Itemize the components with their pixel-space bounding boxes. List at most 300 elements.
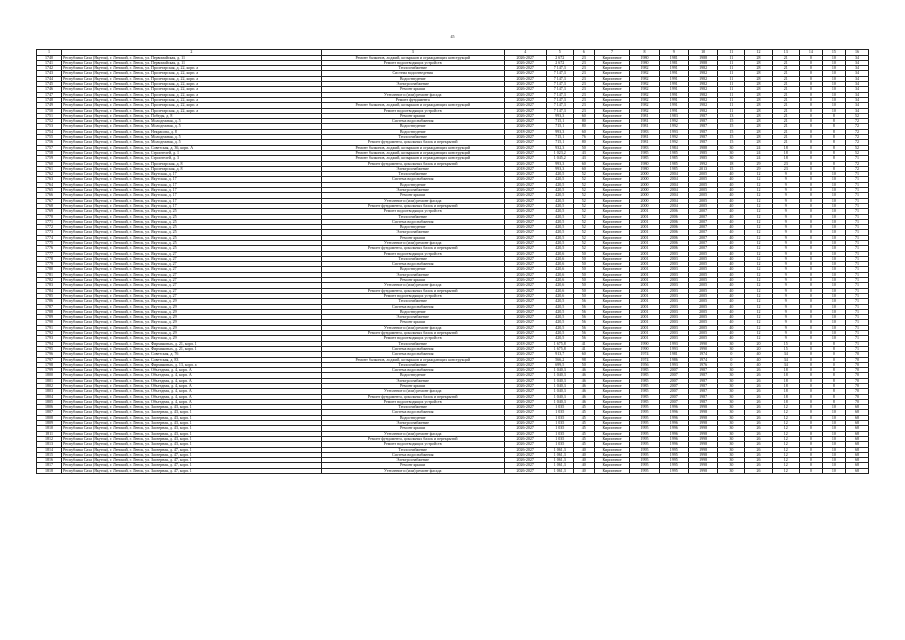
- cell-col-13: 9: [772, 188, 799, 193]
- cell-col-14: 0: [799, 394, 822, 399]
- cell-area: 1 035: [546, 410, 573, 415]
- cell-col-15: 10: [822, 410, 845, 415]
- cell-wall-material: Кирпичное: [594, 410, 630, 415]
- cell-period: 2026-2027: [504, 172, 546, 177]
- cell-period: 2026-2027: [504, 431, 546, 436]
- cell-area: 420,5: [546, 193, 573, 198]
- cell-col-11: 40: [718, 251, 745, 256]
- cell-wall-material: Кирпичное: [594, 66, 630, 71]
- cell-year-built: 1985: [630, 368, 659, 373]
- cell-col-15: 10: [822, 182, 845, 187]
- cell-period: 2026-2027: [504, 198, 546, 203]
- cell-year-overhaul: 2006: [659, 225, 688, 230]
- cell-col-12: 12: [745, 299, 772, 304]
- cell-year-commissioned: 2005: [688, 203, 717, 208]
- cell-col-16: 71: [845, 235, 868, 240]
- cell-col-13: 12: [772, 405, 799, 410]
- cell-row-number: 1761: [37, 166, 62, 171]
- cell-col-12: 26: [745, 447, 772, 452]
- cell-area: 420,5: [546, 309, 573, 314]
- cell-year-commissioned: 1982: [688, 92, 717, 97]
- cell-row-number: 1791: [37, 325, 62, 330]
- cell-wear: 52: [573, 225, 594, 230]
- cell-year-overhaul: 2003: [659, 278, 688, 283]
- cell-col-12: 26: [745, 368, 772, 373]
- cell-year-commissioned: 1987: [688, 119, 717, 124]
- cell-year-built: 2001: [630, 214, 659, 219]
- cell-col-14: 0: [799, 421, 822, 426]
- cell-period: 2026-2027: [504, 156, 546, 161]
- cell-col-11: 40: [718, 198, 745, 203]
- cell-area: 715,1: [546, 140, 573, 145]
- cell-col-12: 26: [745, 384, 772, 389]
- cell-col-13: 12: [772, 463, 799, 468]
- cell-year-commissioned: 1987: [688, 399, 717, 404]
- cell-work-type: Теплоснабжение: [321, 135, 504, 140]
- cell-row-number: 1752: [37, 119, 62, 124]
- cell-year-overhaul: 1992: [659, 135, 688, 140]
- cell-col-16: 70: [845, 373, 868, 378]
- cell-wall-material: Кирпичное: [594, 431, 630, 436]
- cell-year-commissioned: 1987: [688, 394, 717, 399]
- cell-wall-material: Кирпичное: [594, 426, 630, 431]
- cell-row-number: 1816: [37, 458, 62, 463]
- cell-address: Республика Саха (Якутия), г. Ленский, г. Ленск, ул. Объездная, д. 4, корп. А: [62, 389, 322, 394]
- cell-col-15: 8: [822, 346, 845, 351]
- cell-area: 993,3: [546, 113, 573, 118]
- cell-col-12: 26: [745, 468, 772, 473]
- cell-col-16: 70: [845, 378, 868, 383]
- cell-col-15: 8: [822, 394, 845, 399]
- cell-area: 420,5: [546, 177, 573, 182]
- cell-period: 2026-2027: [504, 447, 546, 452]
- cell-col-11: 11: [718, 55, 745, 60]
- cell-period: 2026-2027: [504, 436, 546, 441]
- cell-work-type: Система водоснабжения: [321, 177, 504, 182]
- cell-wear: 46: [573, 368, 594, 373]
- cell-period: 2026-2027: [504, 283, 546, 288]
- cell-wear: 52: [573, 177, 594, 182]
- cell-wear: 45: [573, 426, 594, 431]
- cell-row-number: 1766: [37, 193, 62, 198]
- cell-work-type: Утепление и (или) ремонт фасада: [321, 283, 504, 288]
- cell-col-11: 30: [718, 156, 745, 161]
- cell-col-11: 13: [718, 113, 745, 118]
- cell-wall-material: Кирпичное: [594, 415, 630, 420]
- cell-year-built: 1980: [630, 166, 659, 171]
- cell-year-commissioned: 1982: [688, 97, 717, 102]
- cell-period: 2026-2027: [504, 336, 546, 341]
- cell-col-15: 10: [822, 219, 845, 224]
- cell-col-15: 10: [822, 421, 845, 426]
- cell-col-11: 40: [718, 225, 745, 230]
- cell-wall-material: Кирпичное: [594, 256, 630, 261]
- cell-col-12: 26: [745, 458, 772, 463]
- cell-work-type: Теплоснабжение: [321, 341, 504, 346]
- cell-year-overhaul: 1986: [659, 357, 688, 362]
- cell-col-16: 71: [845, 315, 868, 320]
- cell-col-14: 0: [799, 240, 822, 245]
- cell-wall-material: Кирпичное: [594, 436, 630, 441]
- cell-address: Республика Саха (Якутия), г. Ленский, г. Ленск, ул. Якутская, д. 27: [62, 293, 322, 298]
- cell-col-11: 40: [718, 272, 745, 277]
- cell-work-type: Теплоснабжение: [321, 299, 504, 304]
- cell-row-number: 1769: [37, 209, 62, 214]
- cell-year-built: 1995: [630, 410, 659, 415]
- cell-col-11: 30: [718, 399, 745, 404]
- cell-year-built: 2001: [630, 246, 659, 251]
- cell-wall-material: Кирпичное: [594, 129, 630, 134]
- cell-year-commissioned: 1987: [688, 384, 717, 389]
- cell-col-11: 40: [718, 235, 745, 240]
- cell-work-type: Система водоснабжения: [321, 304, 504, 309]
- cell-year-commissioned: 1976: [688, 362, 717, 367]
- cell-wear: 46: [573, 378, 594, 383]
- cell-wall-material: Кирпичное: [594, 262, 630, 267]
- cell-year-commissioned: 2005: [688, 278, 717, 283]
- cell-col-15: 10: [822, 87, 845, 92]
- cell-wall-material: Кирпичное: [594, 156, 630, 161]
- cell-col-15: 10: [822, 235, 845, 240]
- cell-year-overhaul: 2003: [659, 293, 688, 298]
- cell-period: 2026-2027: [504, 304, 546, 309]
- cell-row-number: 1784: [37, 288, 62, 293]
- cell-work-type: Теплоснабжение: [321, 172, 504, 177]
- cell-col-12: 12: [745, 256, 772, 261]
- cell-year-commissioned: 2005: [688, 331, 717, 336]
- cell-wear: 56: [573, 331, 594, 336]
- cell-col-12: 26: [745, 436, 772, 441]
- cell-wall-material: Кирпичное: [594, 92, 630, 97]
- cell-wear: 43: [573, 156, 594, 161]
- cell-year-overhaul: 2004: [659, 198, 688, 203]
- cell-col-13: 9: [772, 256, 799, 261]
- column-header-13: 13: [772, 50, 799, 56]
- cell-work-type: Ремонт фундамента: [321, 97, 504, 102]
- cell-col-11: 30: [718, 463, 745, 468]
- cell-col-13: 21: [772, 113, 799, 118]
- cell-col-15: 10: [822, 283, 845, 288]
- cell-work-type: Водоотведение: [321, 267, 504, 272]
- cell-year-commissioned: 2005: [688, 283, 717, 288]
- cell-col-16: 71: [845, 188, 868, 193]
- cell-col-16: 71: [845, 172, 868, 177]
- cell-col-16: 68: [845, 468, 868, 473]
- cell-work-type: Ремонт крыши: [321, 384, 504, 389]
- cell-col-14: 0: [799, 230, 822, 235]
- cell-col-16: 71: [845, 182, 868, 187]
- cell-wear: 52: [573, 172, 594, 177]
- cell-work-type: Ремонт фундамента, цокольных балок и перекрытий: [321, 288, 504, 293]
- cell-wall-material: Кирпичное: [594, 76, 630, 81]
- cell-work-type: Система водоснабжения: [321, 119, 504, 124]
- cell-col-14: 0: [799, 188, 822, 193]
- cell-year-built: 2000: [630, 203, 659, 208]
- cell-col-14: 0: [799, 87, 822, 92]
- cell-period: 2026-2027: [504, 76, 546, 81]
- cell-year-overhaul: 2007: [659, 384, 688, 389]
- cell-period: 2026-2027: [504, 346, 546, 351]
- cell-col-12: 40: [745, 352, 772, 357]
- cell-period: 2026-2027: [504, 256, 546, 261]
- cell-col-13: 9: [772, 331, 799, 336]
- cell-year-built: 1990: [630, 346, 659, 351]
- cell-address: Республика Саха (Якутия), г. Ленский, г. Ленск, ул. Объездная, д. 4, корп. А: [62, 384, 322, 389]
- cell-year-built: 1983: [630, 145, 659, 150]
- cell-period: 2026-2027: [504, 135, 546, 140]
- cell-address: Республика Саха (Якутия), г. Ленский, г. Ленск, ул. Якутская, д. 27: [62, 272, 322, 277]
- cell-year-overhaul: 2004: [659, 172, 688, 177]
- cell-year-commissioned: 1985: [688, 156, 717, 161]
- cell-col-14: 0: [799, 325, 822, 330]
- cell-year-built: 1995: [630, 447, 659, 452]
- cell-col-14: 0: [799, 251, 822, 256]
- cell-year-overhaul: 2007: [659, 368, 688, 373]
- cell-period: 2026-2027: [504, 182, 546, 187]
- cell-row-number: 1758: [37, 150, 62, 155]
- cell-col-12: 28: [745, 135, 772, 140]
- cell-area: 1 035: [546, 442, 573, 447]
- cell-year-commissioned: 1988: [688, 60, 717, 65]
- cell-col-12: 26: [745, 410, 772, 415]
- cell-work-type: Ремонт водоотводящих устройств: [321, 60, 504, 65]
- cell-col-15: 8: [822, 145, 845, 150]
- cell-col-16: 71: [845, 156, 868, 161]
- cell-wear: 50: [573, 288, 594, 293]
- cell-address: Республика Саха (Якутия), г. Ленский, г. Ленск, ул. Якутская, д. 25: [62, 209, 322, 214]
- cell-row-number: 1746: [37, 87, 62, 92]
- cell-year-built: 1990: [630, 341, 659, 346]
- cell-col-13: 21: [772, 135, 799, 140]
- cell-year-built: 1985: [630, 156, 659, 161]
- cell-area: 420,5: [546, 315, 573, 320]
- cell-col-15: 0: [822, 357, 845, 362]
- cell-year-built: 2001: [630, 251, 659, 256]
- cell-col-11: 40: [718, 203, 745, 208]
- cell-col-14: 0: [799, 436, 822, 441]
- cell-address: Республика Саха (Якутия), г. Ленский, г. Ленск, ул. Советская, д. 76: [62, 352, 322, 357]
- cell-year-built: 2001: [630, 256, 659, 261]
- cell-col-15: 10: [822, 331, 845, 336]
- cell-col-15: 10: [822, 431, 845, 436]
- cell-work-type: Теплоснабжение: [321, 214, 504, 219]
- cell-year-overhaul: 1993: [659, 341, 688, 346]
- cell-col-13: 12: [772, 458, 799, 463]
- cell-col-13: 18: [772, 394, 799, 399]
- cell-col-14: 0: [799, 97, 822, 102]
- cell-area: 1 035: [546, 426, 573, 431]
- cell-year-commissioned: 2007: [688, 246, 717, 251]
- cell-address: Республика Саха (Якутия), г. Ленский, г. Ленск, ул. Пролетарская, д. 22, корп. а: [62, 76, 322, 81]
- cell-year-overhaul: 2003: [659, 320, 688, 325]
- cell-row-number: 1785: [37, 293, 62, 298]
- cell-period: 2026-2027: [504, 399, 546, 404]
- cell-wall-material: Кирпичное: [594, 193, 630, 198]
- cell-work-type: Ремонт крыши: [321, 463, 504, 468]
- cell-area: 420,6: [546, 267, 573, 272]
- cell-year-commissioned: 1998: [688, 463, 717, 468]
- cell-area: 1 061,3: [546, 447, 573, 452]
- cell-col-13: 23: [772, 166, 799, 171]
- cell-col-16: 71: [845, 346, 868, 351]
- cell-wear: 46: [573, 399, 594, 404]
- cell-work-type: Ремонт водоотводящих устройств: [321, 209, 504, 214]
- cell-year-built: 1980: [630, 60, 659, 65]
- cell-address: Республика Саха (Якутия), г. Ленский, г. Ленск, ул. Заозерная, д. 47, корп. 1: [62, 452, 322, 457]
- cell-col-16: 71: [845, 320, 868, 325]
- cell-period: 2026-2027: [504, 251, 546, 256]
- cell-area: 932,3: [546, 145, 573, 150]
- cell-wall-material: Кирпичное: [594, 188, 630, 193]
- cell-col-16: 70: [845, 368, 868, 373]
- cell-col-14: 0: [799, 219, 822, 224]
- cell-col-11: 40: [718, 230, 745, 235]
- cell-period: 2026-2027: [504, 325, 546, 330]
- cell-col-16: 71: [845, 219, 868, 224]
- cell-year-built: 2000: [630, 188, 659, 193]
- cell-address: Республика Саха (Якутия), г. Ленский, г. Ленск, ул. Якутская, д. 17: [62, 177, 322, 182]
- cell-col-12: 26: [745, 378, 772, 383]
- cell-year-built: 2001: [630, 288, 659, 293]
- cell-year-built: 1982: [630, 103, 659, 108]
- cell-year-built: 1982: [630, 97, 659, 102]
- cell-row-number: 1777: [37, 251, 62, 256]
- cell-col-13: 9: [772, 278, 799, 283]
- cell-address: Республика Саха (Якутия), г. Ленский, г. Ленск, ул. Якутская, д. 29: [62, 309, 322, 314]
- cell-year-built: 1982: [630, 82, 659, 87]
- cell-col-12: 26: [745, 452, 772, 457]
- cell-address: Республика Саха (Якутия), г. Ленский, г. Ленск, ул. Заозерная, д. 43, корп. 1: [62, 436, 322, 441]
- cell-col-15: 10: [822, 304, 845, 309]
- cell-year-built: 2000: [630, 172, 659, 177]
- cell-wear: 52: [573, 214, 594, 219]
- cell-col-16: 72: [845, 166, 868, 171]
- cell-period: 2026-2027: [504, 373, 546, 378]
- cell-col-15: 10: [822, 405, 845, 410]
- cell-year-commissioned: 1990: [688, 346, 717, 351]
- cell-col-15: 10: [822, 293, 845, 298]
- cell-address: Республика Саха (Якутия), г. Ленский, г. Ленск, ул. Пролетарская, д. 22, корп. а: [62, 66, 322, 71]
- cell-row-number: 1800: [37, 373, 62, 378]
- cell-wear: 76: [573, 135, 594, 140]
- cell-wear: 43: [573, 150, 594, 155]
- cell-year-built: 1981: [630, 113, 659, 118]
- cell-area: 420,5: [546, 320, 573, 325]
- cell-wear: 41: [573, 346, 594, 351]
- cell-col-14: 0: [799, 315, 822, 320]
- cell-col-13: 12: [772, 415, 799, 420]
- cell-col-11: 30: [718, 368, 745, 373]
- cell-row-number: 1815: [37, 452, 62, 457]
- cell-col-16: 71: [845, 272, 868, 277]
- cell-wear: 80: [573, 119, 594, 124]
- cell-year-built: 2001: [630, 304, 659, 309]
- cell-year-commissioned: 1974: [688, 357, 717, 362]
- cell-row-number: 1751: [37, 113, 62, 118]
- cell-wall-material: Кирпичное: [594, 447, 630, 452]
- cell-wall-material: Кирпичное: [594, 352, 630, 357]
- cell-address: Республика Саха (Якутия), г. Ленский, г. Ленск, ул. Объездная, д. 4, корп. А: [62, 394, 322, 399]
- cell-row-number: 1797: [37, 357, 62, 362]
- cell-year-built: 1982: [630, 66, 659, 71]
- cell-period: 2026-2027: [504, 442, 546, 447]
- cell-area: 1 040,3: [546, 368, 573, 373]
- cell-col-12: 12: [745, 214, 772, 219]
- cell-work-type: Утепление и (или) ремонт фасада: [321, 389, 504, 394]
- cell-col-16: 71: [845, 177, 868, 182]
- cell-address: Республика Саха (Якутия), г. Ленский, г. Ленск, ул. Якутская, д. 17: [62, 198, 322, 203]
- cell-col-12: 28: [745, 92, 772, 97]
- cell-col-14: 0: [799, 272, 822, 277]
- cell-year-built: 2001: [630, 240, 659, 245]
- cell-year-built: 2001: [630, 331, 659, 336]
- cell-wear: 52: [573, 188, 594, 193]
- cell-col-14: 0: [799, 442, 822, 447]
- cell-wear: 50: [573, 278, 594, 283]
- cell-area: 715,1: [546, 135, 573, 140]
- cell-year-overhaul: 1991: [659, 71, 688, 76]
- cell-wear: 56: [573, 315, 594, 320]
- cell-wall-material: Кирпичное: [594, 145, 630, 150]
- cell-work-type: Система водоснабжения: [321, 452, 504, 457]
- cell-address: Республика Саха (Якутия), г. Ленский, г. Ленск, ул. Заозерная, д. 47, корп. 1: [62, 468, 322, 473]
- cell-col-11: 40: [718, 320, 745, 325]
- cell-year-built: 1985: [630, 378, 659, 383]
- cell-wear: 23: [573, 71, 594, 76]
- cell-col-14: 0: [799, 341, 822, 346]
- cell-year-commissioned: 1982: [688, 76, 717, 81]
- cell-wear: 46: [573, 394, 594, 399]
- cell-col-11: 11: [718, 97, 745, 102]
- cell-col-13: 18: [772, 156, 799, 161]
- cell-col-11: 40: [718, 172, 745, 177]
- cell-year-overhaul: 2003: [659, 272, 688, 277]
- cell-area: 420,5: [546, 246, 573, 251]
- cell-col-16: 71: [845, 325, 868, 330]
- cell-period: 2026-2027: [504, 410, 546, 415]
- cell-col-14: 0: [799, 166, 822, 171]
- cell-col-15: 8: [822, 384, 845, 389]
- cell-col-15: 10: [822, 447, 845, 452]
- cell-work-type: Водоотведение: [321, 76, 504, 81]
- cell-row-number: 1814: [37, 447, 62, 452]
- cell-area: 7 147,3: [546, 97, 573, 102]
- column-header-12: 12: [745, 50, 772, 56]
- cell-area: 420,6: [546, 288, 573, 293]
- cell-wall-material: Кирпичное: [594, 60, 630, 65]
- cell-wall-material: Кирпичное: [594, 336, 630, 341]
- cell-year-overhaul: 2006: [659, 219, 688, 224]
- cell-col-13: 12: [772, 431, 799, 436]
- cell-wall-material: Кирпичное: [594, 150, 630, 155]
- cell-wall-material: Кирпичное: [594, 468, 630, 473]
- cell-year-built: 1981: [630, 124, 659, 129]
- cell-col-12: 26: [745, 426, 772, 431]
- table-row: [37, 468, 869, 473]
- cell-col-16: 34: [845, 103, 868, 108]
- cell-work-type: Ремонт фундамента, цокольных балок и перекрытий: [321, 246, 504, 251]
- cell-year-built: 2000: [630, 198, 659, 203]
- cell-period: 2026-2027: [504, 468, 546, 473]
- cell-period: 2018-2027: [504, 166, 546, 171]
- cell-work-type: Электроснабжение: [321, 421, 504, 426]
- cell-row-number: 1742: [37, 66, 62, 71]
- cell-year-overhaul: 1992: [659, 124, 688, 129]
- cell-wall-material: Кирпичное: [594, 346, 630, 351]
- cell-period: 2026-2027: [504, 145, 546, 150]
- cell-year-built: 2000: [630, 177, 659, 182]
- cell-work-type: Электроснабжение: [321, 272, 504, 277]
